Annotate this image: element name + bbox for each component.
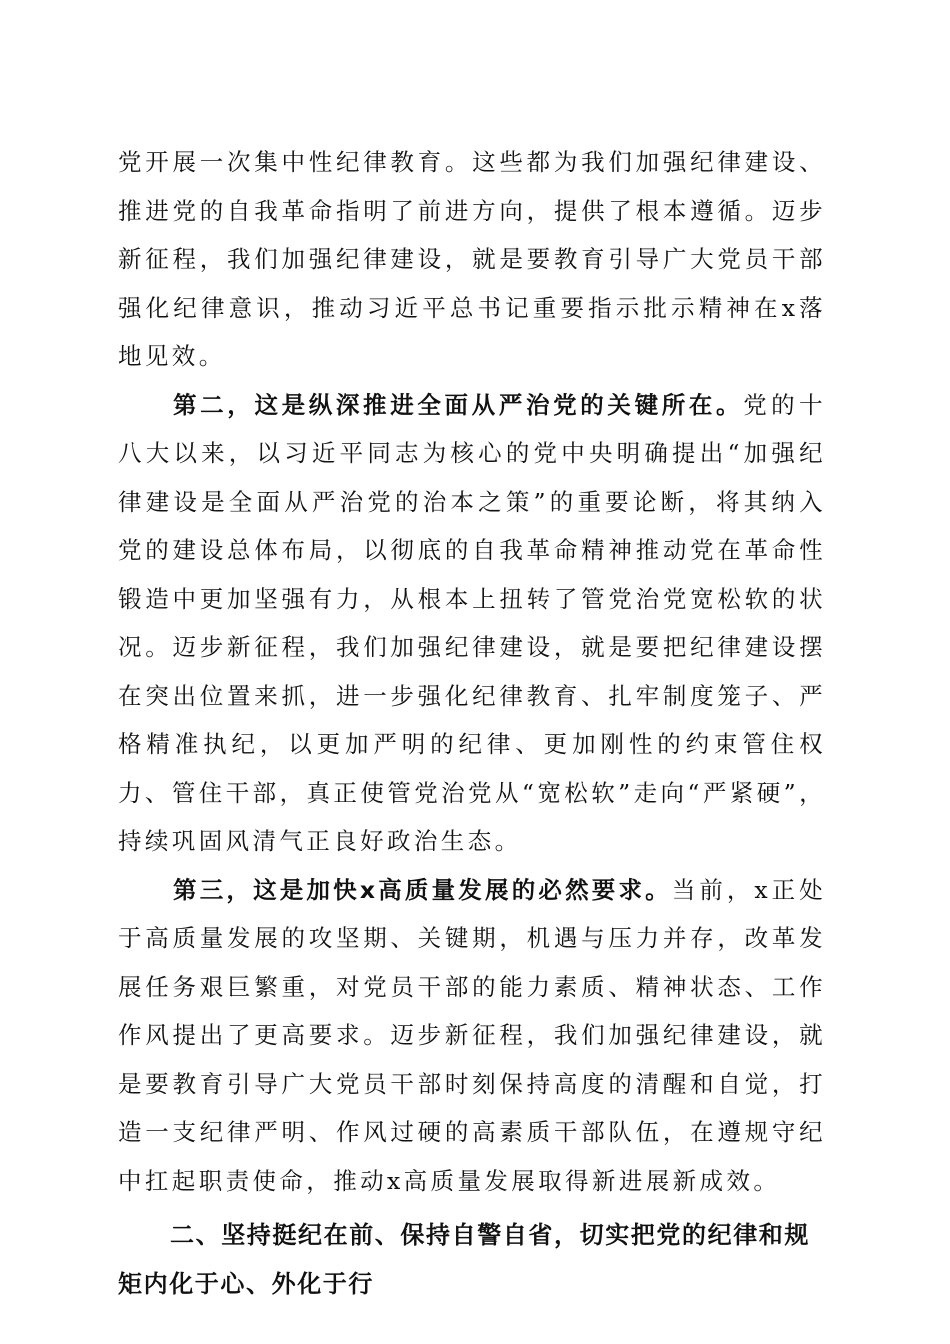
paragraph-third-point <box>118 866 826 1206</box>
paragraph-second-point <box>118 381 826 866</box>
paragraph-continuation <box>118 138 826 381</box>
paragraph-text: 当前，x正处于高质量发展的攻坚期、关键期，机遇与压力并存，改革发展任务艰巨繁重，对党员干部的能力素质、精神状态、工作作风提出了更高要求。迈步新征程，我们加强纪律建设，就是要教育引导广大党员干部时刻保持高度的清醒和自觉，打造一支纪律严明、作风过硬的高素质干部队伍，在遵规守纪中扛起职责使命，推动x高质量发展取得新进展新成效。 <box>118 875 827 1195</box>
paragraph-lead-sentence: 第二，这是纵深推进全面从严治党的关键所在。 <box>173 390 744 419</box>
paragraph-text: 党开展一次集中性纪律教育。这些都为我们加强纪律建设、推进党的自我革命指明了前进方向，提供了根本遵循。迈步新征程，我们加强纪律建设，就是要教育引导广大党员干部强化纪律意识，推动习近平总书记重要指示批示精神在x落地见效。 <box>118 148 826 370</box>
document-body <box>118 138 826 1308</box>
paragraph-text: 党的十八大以来，以习近平同志为核心的党中央明确提出“加强纪律建设是全面从严治党的治本之策”的重要论断，将其纳入党的建设总体布局，以彻底的自我革命精神推动党在革命性锻造中更加坚强有力，从根本上扭转了管党治党宽松软的状况。迈步新征程，我们加强纪律建设，就是要把纪律建设摆在突出位置来抓，进一步强化纪律教育、扎牢制度笼子、严格精准执纪，以更加严明的纪律、更加刚性的约束管住权力、管住干部，真正使管党治党从“宽松软”走向“严紧硬”，持续巩固风清气正良好政治生态。 <box>118 390 826 855</box>
section-heading: 二、坚持挺纪在前、保持自警自省，切实把党的纪律和规矩内化于心、外化于行 <box>118 1221 810 1298</box>
paragraph-lead-sentence: 第三，这是加快x高质量发展的必然要求。 <box>173 875 672 904</box>
